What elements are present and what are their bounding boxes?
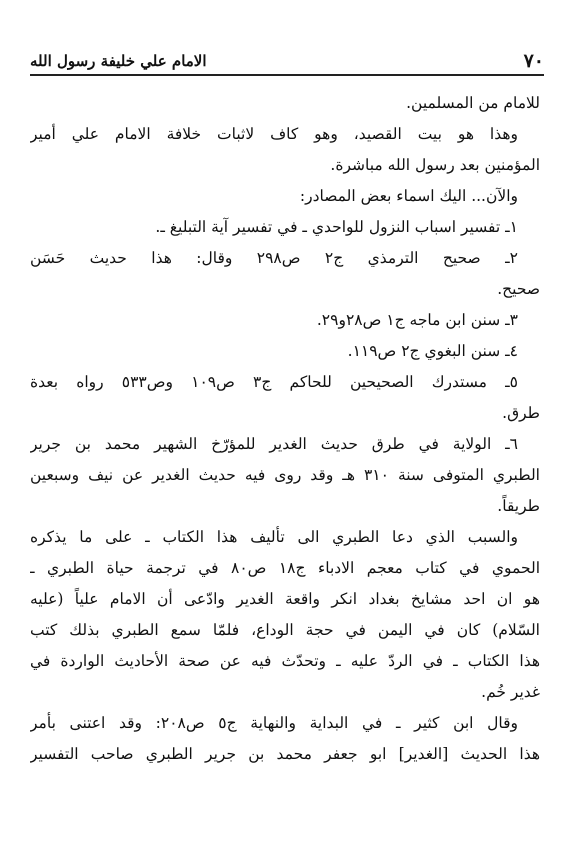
text-line: الحموي في كتاب معجم الادباء ج١٨ ص٨٠ في ترجمة حياة الطبري ـ bbox=[30, 559, 540, 577]
text-line: طريقاً. bbox=[497, 497, 540, 515]
source-item: ٣ـ سنن ابن ماجه ج١ ص٢٨و٢٩. bbox=[316, 311, 518, 329]
page-number: ٧٠ bbox=[523, 50, 544, 72]
text-line: صحيح. bbox=[497, 280, 540, 298]
source-item: ١ـ تفسير اسباب النزول للواحدي ـ في تفسير آية التبليغ ـ. bbox=[155, 218, 518, 236]
text-line: للامام من المسلمين. bbox=[406, 94, 540, 112]
text-line: الطبري المتوفى سنة ٣١٠ هـ وقد روى فيه حديث الغدير عن نيف وسبعين bbox=[30, 466, 540, 484]
source-item: ٥ـ مستدرك الصحيحين للحاكم ج٣ ص١٠٩ وص٥٣٣ رواه بعدة bbox=[30, 373, 518, 391]
text-line: هذا الكتاب ـ في الردّ عليه ـ وتحدّث فيه عن صحة الأحاديث الواردة في bbox=[30, 652, 540, 670]
text-line: طرق. bbox=[502, 404, 540, 422]
text-line: والسبب الذي دعا الطبري الى تأليف هذا الكتاب ـ على ما يذكره bbox=[30, 528, 518, 546]
text-line: السّلام) كان في اليمن في حجة الوداع، فلمّا سمع الطبري بذلك كتب bbox=[30, 621, 540, 639]
source-item: ٤ـ سنن البغوي ج٢ ص١١٩. bbox=[347, 342, 518, 360]
header-rule bbox=[30, 74, 544, 76]
text-line: وقال ابن كثير ـ في البداية والنهاية ج٥ ص٢٠٨: وقد اعتنى بأمر bbox=[30, 714, 519, 732]
body-text bbox=[30, 88, 540, 770]
text-line: غدير خُم. bbox=[481, 683, 540, 701]
page-header bbox=[30, 42, 544, 76]
text-line: المؤمنين بعد رسول الله مباشرة. bbox=[330, 156, 540, 174]
text-line: والآن... اليك اسماء بعض المصادر: bbox=[299, 187, 518, 205]
text-line: هذا الحديث [الغدير] ابو جعفر محمد بن جرير الطبري صاحب التفسير bbox=[30, 745, 540, 763]
source-item: ٦ـ الولاية في طرق حديث الغدير للمؤرّخ الشهير محمد بن جرير bbox=[30, 435, 518, 453]
text-line: وهذا هو بيت القصيد، وهو كاف لاثبات خلافة الامام علي أمير bbox=[30, 125, 518, 143]
running-title: الامام علي خليفة رسول الله bbox=[30, 52, 207, 70]
text-line: هو ان احد مشايخ بغداد انكر واقعة الغدير وادّعى أن الامام علياً (عليه bbox=[30, 590, 540, 608]
source-item: ٢ـ صحيح الترمذي ج٢ ص٢٩٨ وقال: هذا حديث حَسَن bbox=[30, 249, 518, 267]
